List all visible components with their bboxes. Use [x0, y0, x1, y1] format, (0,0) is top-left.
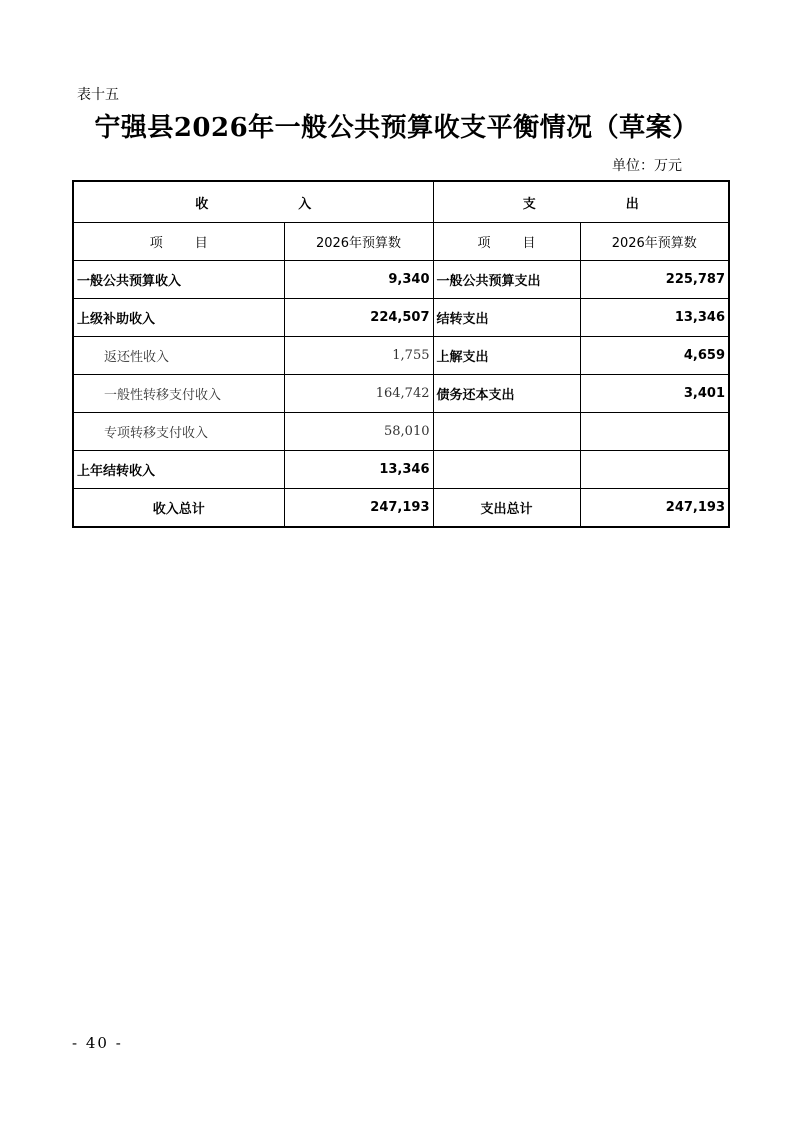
income-amount: 1,755	[284, 337, 433, 375]
income-item: 一般公共预算收入	[73, 261, 284, 299]
income-subitem: 专项转移支付收入	[73, 413, 284, 451]
table-row	[73, 299, 729, 337]
expense-amount-empty	[580, 413, 729, 451]
expense-item: 一般公共预算支出	[433, 261, 580, 299]
income-total-label: 收入总计	[73, 489, 284, 528]
income-total-amount: 247,193	[284, 489, 433, 528]
unit-label: 单位：万元	[612, 158, 682, 174]
table-row	[73, 451, 729, 489]
page-number: - 40 -	[72, 1034, 123, 1052]
income-amount: 224,507	[284, 299, 433, 337]
expense-item: 结转支出	[433, 299, 580, 337]
income-item: 上年结转收入	[73, 451, 284, 489]
expense-total-amount: 247,193	[580, 489, 729, 528]
table-row	[73, 413, 729, 451]
expense-item: 上解支出	[433, 337, 580, 375]
table-total-row	[73, 489, 729, 528]
income-amount-column-header: 2026年预算数	[284, 223, 433, 261]
table-row	[73, 337, 729, 375]
income-amount: 58,010	[284, 413, 433, 451]
expense-amount: 3,401	[580, 375, 729, 413]
budget-balance-table	[72, 180, 730, 528]
table-group-header-row	[73, 181, 729, 223]
table-column-header-row	[73, 223, 729, 261]
income-item: 上级补助收入	[73, 299, 284, 337]
income-subitem: 一般性转移支付收入	[73, 375, 284, 413]
expense-amount: 13,346	[580, 299, 729, 337]
expense-item-empty	[433, 451, 580, 489]
expense-item: 债务还本支出	[433, 375, 580, 413]
expense-amount: 4,659	[580, 337, 729, 375]
table-number: 表十五	[77, 87, 119, 103]
income-amount: 9,340	[284, 261, 433, 299]
income-item-column-header: 项 目	[73, 223, 284, 261]
expense-amount-empty	[580, 451, 729, 489]
income-group-header: 收 入	[73, 181, 433, 223]
table-row	[73, 261, 729, 299]
income-amount: 164,742	[284, 375, 433, 413]
income-amount: 13,346	[284, 451, 433, 489]
expense-total-label: 支出总计	[433, 489, 580, 528]
expense-item-column-header: 项 目	[433, 223, 580, 261]
income-subitem: 返还性收入	[73, 337, 284, 375]
expense-amount: 225,787	[580, 261, 729, 299]
expense-group-header: 支 出	[433, 181, 729, 223]
document-title: 宁强县2026年一般公共预算收支平衡情况（草案）	[94, 113, 699, 143]
table-row	[73, 375, 729, 413]
expense-item-empty	[433, 413, 580, 451]
expense-amount-column-header: 2026年预算数	[580, 223, 729, 261]
